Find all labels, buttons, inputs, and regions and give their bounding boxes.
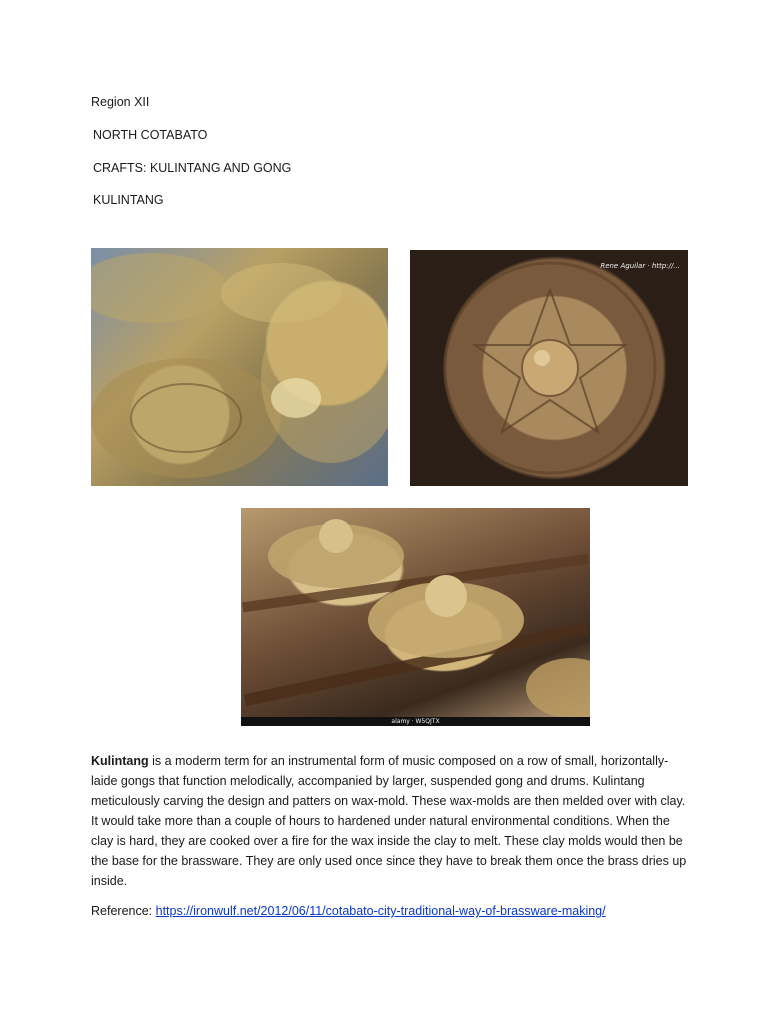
photo-watermark: Rene Aguilar · http://... bbox=[600, 262, 680, 270]
kulintang-gongs-photo bbox=[91, 248, 388, 486]
term-bold: Kulintang bbox=[91, 754, 149, 768]
carved-gong-photo bbox=[410, 250, 688, 486]
gong-shapes bbox=[91, 248, 388, 486]
gong-star-pattern bbox=[410, 250, 688, 486]
reference-link[interactable]: https://ironwulf.net/2012/06/11/cotabato-city-traditional-way-of-brassware-making/ bbox=[155, 904, 606, 918]
reference-label: Reference: bbox=[91, 904, 156, 918]
reference-line bbox=[91, 903, 606, 919]
province-label: NORTH COTABATO bbox=[93, 128, 208, 142]
photo-watermark: alamy · W5QJTX bbox=[391, 718, 440, 725]
region-label: Region XII bbox=[91, 95, 150, 109]
subject-label: KULINTANG bbox=[93, 193, 164, 207]
description-text: is a moderm term for an instrumental form of music composed on a row of small, horizontally- laide gongs that function melodically, accompanied by larger, suspended gong and drums. Kulintang meticulously carving the design and patters on wax-mold. These wax-molds are then melded over with clay. It would take more than a couple of hours to hardened under natural environmental conditions. When the clay is hard, they are cooked over a fire for the wax inside the clay to melt. These clay molds would then be the base for the brassware. They are only used once since they have to break them once the brass dries up inside. bbox=[91, 754, 687, 888]
description-paragraph bbox=[91, 751, 691, 891]
kulintang-set-photo bbox=[241, 508, 590, 726]
gong-row-shapes bbox=[241, 508, 590, 726]
crafts-label: CRAFTS: KULINTANG AND GONG bbox=[93, 161, 292, 175]
